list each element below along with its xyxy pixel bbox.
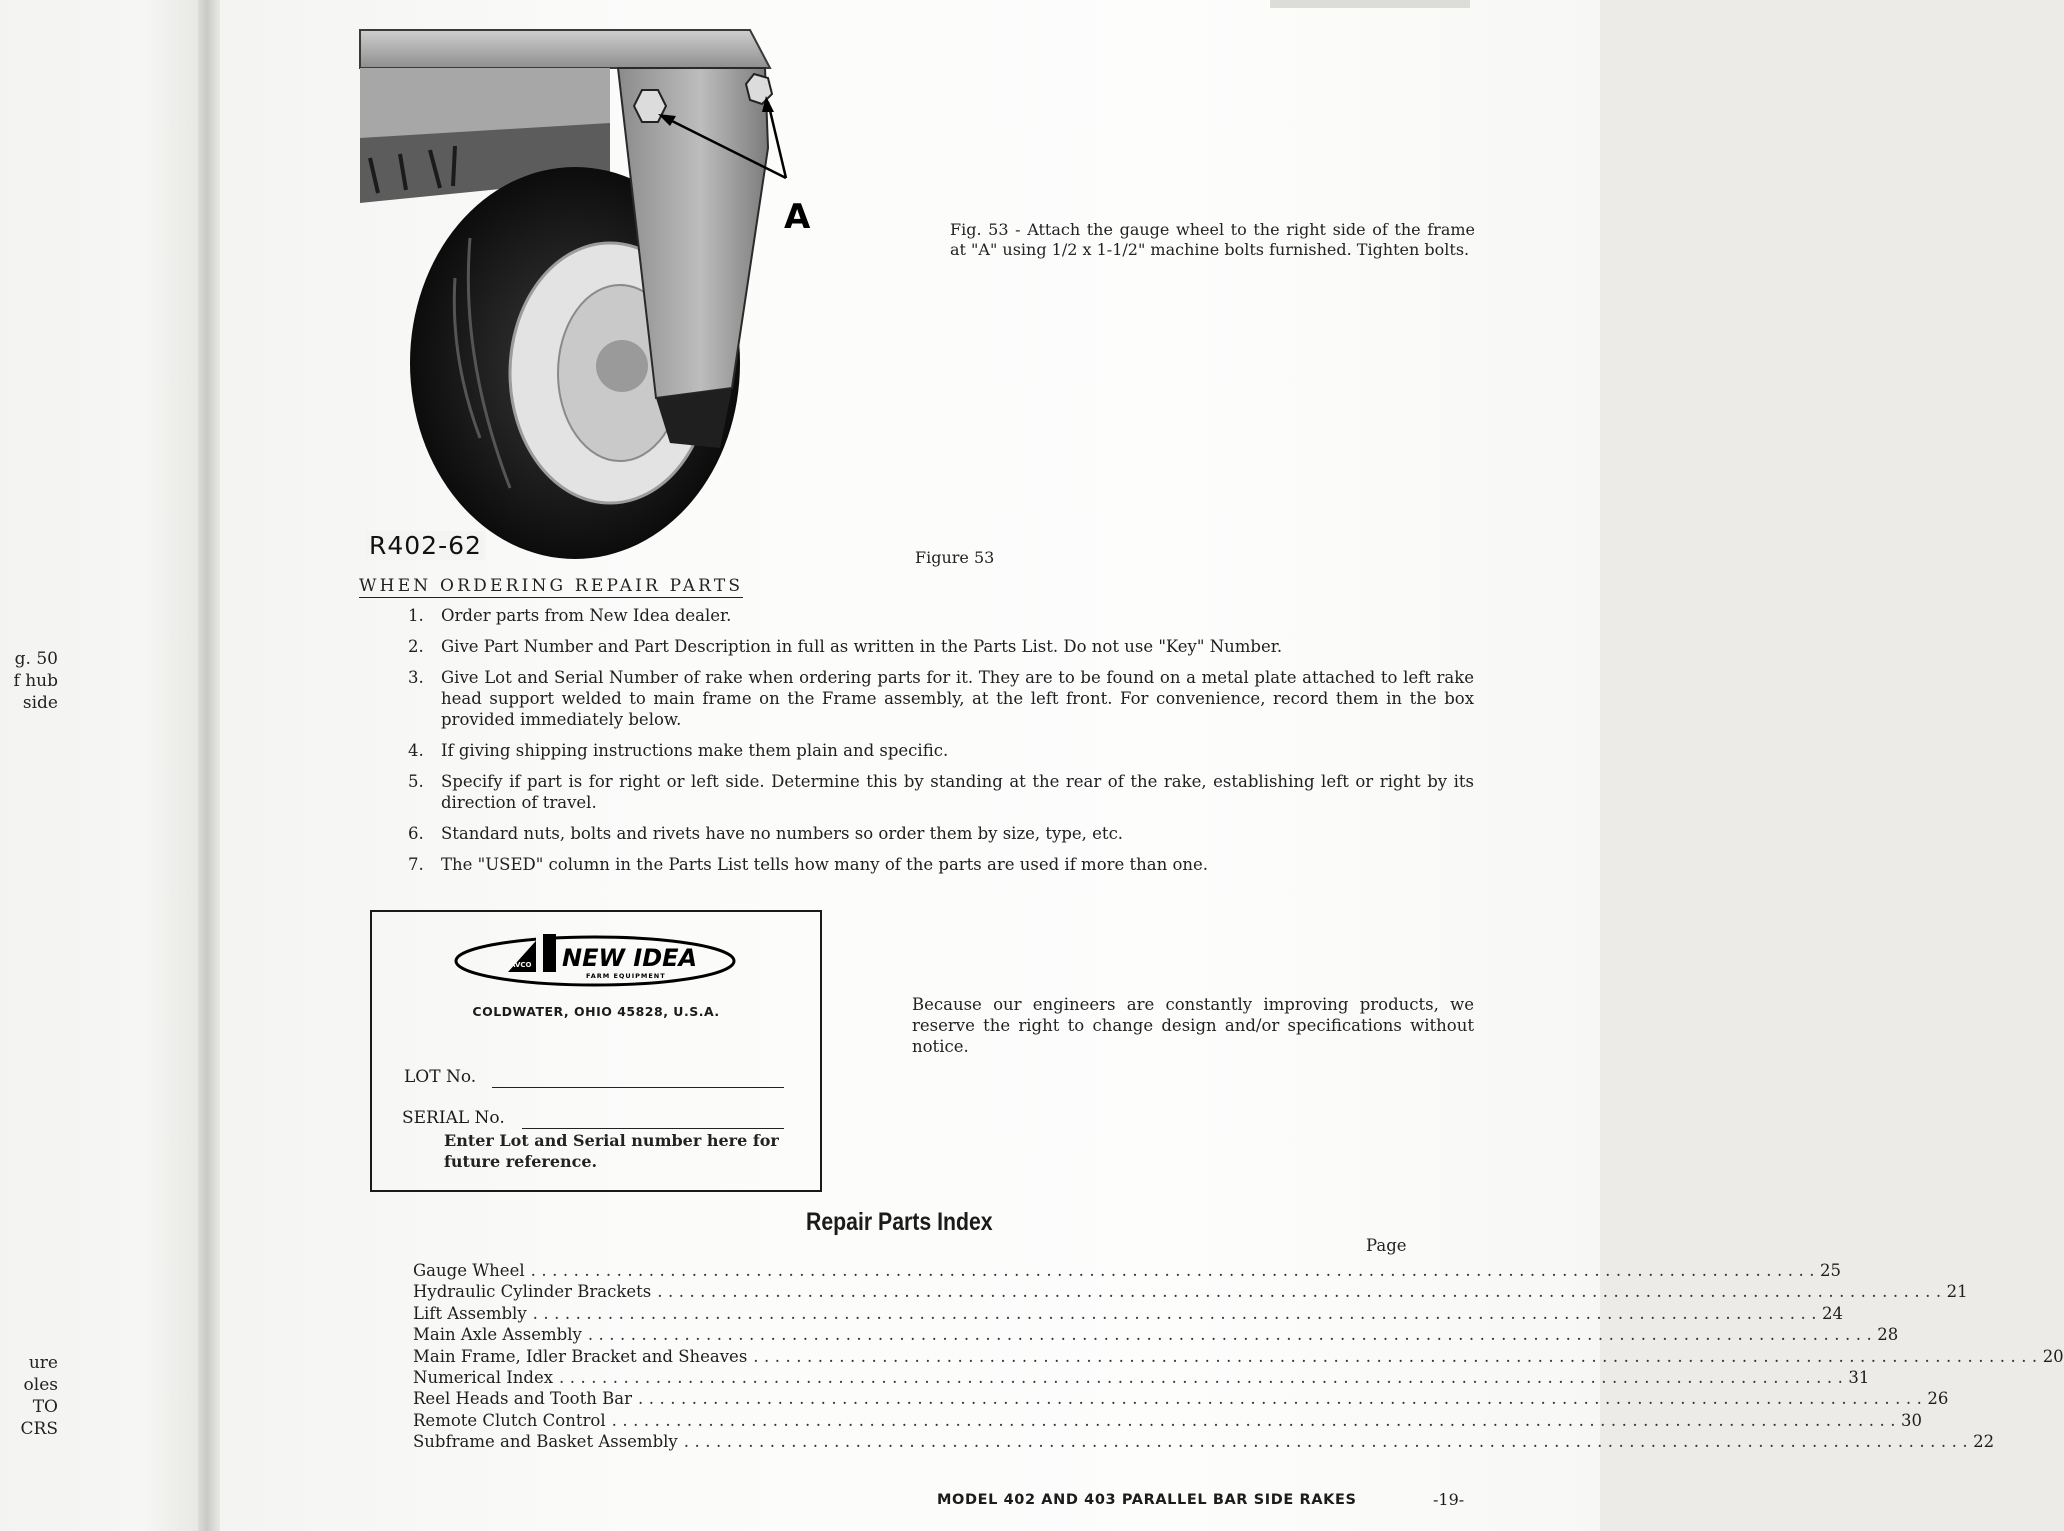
left-text-fragment-bottom: ure oles TO CRS [20, 1353, 58, 1439]
list-item: 2. Give Part Number and Part Description in full as written in the Parts List. Do not use "Key" Number. [408, 637, 1283, 656]
list-item: 3. Give Lot and Serial Number of rake when ordering parts for it. They are to be found on a metal plate attached to left rake head support welded to main frame on the Frame assembly, at the left front. For convenience, record them in the box provided immediately below. [408, 668, 1474, 729]
index-title: Repair Parts Index [806, 1208, 993, 1236]
new-idea-logo [450, 930, 740, 990]
svg-text:FARM EQUIPMENT: FARM EQUIPMENT [586, 972, 666, 980]
index-row: Main Axle Assembly ........................................................................................................................ 28 [413, 1325, 1899, 1345]
lot-serial-record-box [370, 910, 822, 1192]
figure-caption: Fig. 53 - Attach the gauge wheel to the right side of the frame at "A" using 1/2 x 1-1/2" machine bolts furnished. Tighten bolts. [950, 220, 1475, 259]
book-gutter [198, 0, 220, 1531]
left-text-fragment-top: g. 50 f hub side [13, 649, 58, 713]
list-item: 7. The "USED" column in the Parts List tells how many of the parts are used if more than one. [408, 855, 1209, 874]
leader-dots: ........................................................................................................................ [587, 1325, 1878, 1345]
repair-parts-index [413, 1261, 2064, 1454]
leader-dots: ........................................................................................................................ [559, 1367, 1849, 1387]
page-footer-title: MODEL 402 AND 403 PARALLEL BAR SIDE RAKES [937, 1492, 1357, 1508]
svg-text:AVCO: AVCO [510, 961, 532, 969]
design-change-notice: Because our engineers are constantly improving products, we reserve the right to change design and/or specifications without notice. [912, 995, 1474, 1056]
record-box-note: Enter Lot and Serial number here for future reference. [444, 1131, 779, 1171]
leader-dots: ........................................................................................................................ [611, 1410, 1901, 1430]
index-row: Subframe and Basket Assembly ........................................................................................................................ 22 [413, 1432, 1995, 1452]
index-row: Hydraulic Cylinder Brackets ........................................................................................................................ 21 [413, 1282, 1968, 1302]
list-item: 5. Specify if part is for right or left side. Determine this by standing at the rear of the rake, establishing left or right by its direction of travel. [408, 772, 1474, 812]
leader-dots: ........................................................................................................................ [530, 1261, 1820, 1280]
ordering-instructions-list [408, 605, 1474, 885]
serial-number-blank [522, 1128, 784, 1129]
figure-label: Figure 53 [915, 548, 995, 567]
lot-number-label: LOT No. [404, 1067, 477, 1087]
index-page-column-header: Page [1366, 1236, 1407, 1255]
leader-dots: ........................................................................................................................ [637, 1389, 1928, 1409]
leader-dots: ........................................................................................................................ [532, 1303, 1823, 1323]
pointer-label-a: A [784, 197, 811, 237]
page-number: -19- [1433, 1490, 1465, 1509]
photo-reference-id: R402-62 [366, 531, 485, 560]
list-item: 6. Standard nuts, bolts and rivets have no numbers so order them by size, type, etc. [408, 824, 1124, 843]
lot-number-blank [492, 1087, 784, 1088]
page-edge-shadow [1270, 0, 1470, 8]
index-row: Gauge Wheel ........................................................................................................................ 25 [413, 1261, 1841, 1280]
serial-number-label: SERIAL No. [402, 1108, 505, 1128]
ordering-heading: WHEN ORDERING REPAIR PARTS [359, 576, 744, 596]
index-row: Reel Heads and Tooth Bar ........................................................................................................................ 26 [413, 1389, 1949, 1409]
left-facing-page [0, 0, 205, 1531]
leader-dots: ........................................................................................................................ [753, 1346, 2043, 1366]
index-row: Main Frame, Idler Bracket and Sheaves ........................................................................................................................ 20 [413, 1346, 2064, 1366]
index-row: Numerical Index ........................................................................................................................ 31 [413, 1367, 1870, 1387]
svg-text:NEW IDEA: NEW IDEA [562, 944, 698, 972]
list-item: 1. Order parts from New Idea dealer. [408, 606, 732, 625]
company-address: COLDWATER, OHIO 45828, U.S.A. [472, 1004, 720, 1019]
leader-dots: ........................................................................................................................ [683, 1432, 1974, 1452]
gauge-wheel-photo [360, 28, 820, 558]
list-item: 4. If giving shipping instructions make them plain and specific. [408, 741, 949, 760]
index-row: Lift Assembly ........................................................................................................................ 24 [413, 1303, 1844, 1323]
leader-dots: ........................................................................................................................ [657, 1282, 1947, 1302]
index-row: Remote Clutch Control ........................................................................................................................ 30 [413, 1410, 1922, 1430]
